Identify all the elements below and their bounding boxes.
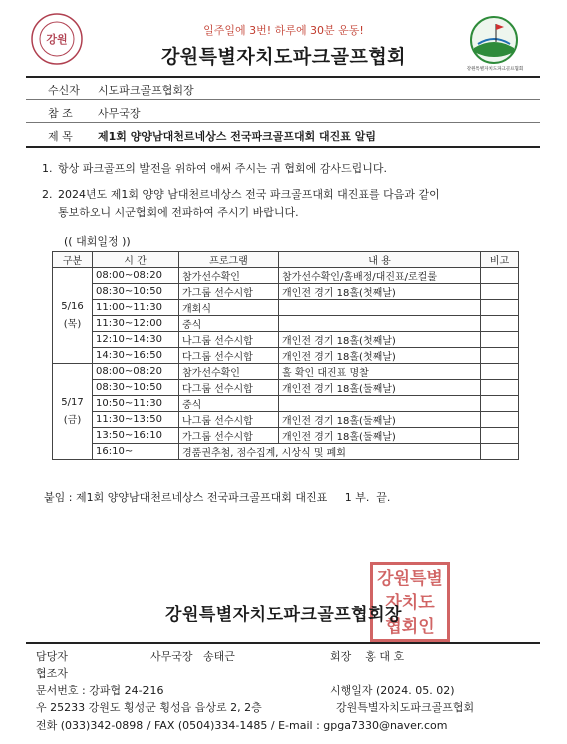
program-cell: 나그룹 선수시합	[179, 332, 279, 348]
table-row	[53, 348, 519, 364]
content-cell: 참가선수확인/홀배정/대진표/로컬룰	[279, 268, 481, 284]
time-cell: 11:30~12:00	[93, 316, 179, 332]
cooperator-label: 협조자	[36, 667, 68, 680]
program-cell: 나그룹 선수시합	[179, 412, 279, 428]
schedule-table	[52, 251, 519, 460]
table-row	[53, 396, 519, 412]
row-divider	[26, 99, 540, 100]
document-number: 문서번호 : 강파협 24-216	[36, 684, 164, 697]
paragraph-number: 1.	[42, 162, 53, 175]
day-cell	[53, 268, 93, 364]
note-cell	[481, 364, 519, 380]
day-date: 5/16	[61, 300, 84, 312]
recipient-value: 시도파크골프협회장	[98, 84, 194, 97]
address-org: 강원특별자치도파크골프협회	[336, 701, 475, 714]
schedule-caption: (( 대회일정 ))	[64, 235, 131, 248]
paragraph-number: 2.	[42, 188, 53, 201]
postal-address: 우 25233 강원도 횡성군 횡성읍 읍상로 2, 2층	[36, 701, 262, 714]
row-divider	[26, 122, 540, 123]
time-cell: 10:50~11:30	[93, 396, 179, 412]
subject-value: 제1회 양양남대천르네상스 전국파크골프대회 대진표 알림	[98, 130, 376, 143]
org-title: 강원특별자치도파크골프협회	[160, 46, 407, 68]
content-cell: 개인전 경기 18홀(첫째날)	[279, 332, 481, 348]
content-cell: 개인전 경기 18홀(둘째날)	[279, 380, 481, 396]
subject-label: 제 목	[48, 130, 73, 143]
content-cell: 개인전 경기 18홀(첫째날)	[279, 348, 481, 364]
content-cell	[279, 396, 481, 412]
header-note: 비고	[481, 252, 519, 268]
header-category: 구분	[53, 252, 93, 268]
day-cell	[53, 364, 93, 460]
note-cell	[481, 412, 519, 428]
time-cell: 13:50~16:10	[93, 428, 179, 444]
program-cell: 가그룹 선수시합	[179, 428, 279, 444]
program-cell: 개회식	[179, 300, 279, 316]
program-cell: 경품권추첨, 점수집계, 시상식 및 폐회	[179, 444, 481, 460]
program-cell: 중식	[179, 396, 279, 412]
note-cell	[481, 332, 519, 348]
content-cell: 홀 확인 대진표 명찰	[279, 364, 481, 380]
content-cell	[279, 300, 481, 316]
stamp-line: 자치도	[385, 593, 435, 613]
note-cell	[481, 268, 519, 284]
time-cell: 12:10~14:30	[93, 332, 179, 348]
table-row	[53, 300, 519, 316]
time-cell: 16:10~	[93, 444, 179, 460]
secretary-signoff: 사무국장 송태근	[150, 650, 235, 663]
note-cell	[481, 396, 519, 412]
reference-label: 참 조	[48, 107, 73, 120]
reference-value: 사무국장	[98, 107, 141, 120]
time-cell: 08:00~08:20	[93, 268, 179, 284]
content-cell: 개인전 경기 18홀(둘째날)	[279, 428, 481, 444]
program-cell: 다그룹 선수시합	[179, 380, 279, 396]
note-cell	[481, 316, 519, 332]
recipient-label: 수신자	[48, 84, 80, 97]
content-cell: 개인전 경기 18홀(첫째날)	[279, 284, 481, 300]
day-date: 5/17	[61, 396, 84, 408]
issue-date: 시행일자 (2024. 05. 02)	[330, 684, 455, 697]
note-cell	[481, 380, 519, 396]
table-row	[53, 380, 519, 396]
table-row	[53, 364, 519, 380]
time-cell: 08:00~08:20	[93, 364, 179, 380]
table-row	[53, 284, 519, 300]
drafter-label: 담당자	[36, 650, 68, 663]
note-cell	[481, 428, 519, 444]
content-cell	[279, 316, 481, 332]
day-weekday: (금)	[63, 414, 82, 426]
signature-org-name: 강원특별자치도파크골프협회장	[165, 605, 402, 625]
footer-divider	[26, 642, 540, 644]
time-cell: 08:30~10:50	[93, 380, 179, 396]
contact-info: 전화 (033)342-0898 / FAX (0504)334-1485 / E-mail : gpga7330@naver.com	[36, 719, 448, 732]
day-weekday: (목)	[63, 318, 82, 330]
time-cell: 11:30~13:50	[93, 412, 179, 428]
right-association-logo	[468, 14, 520, 72]
paragraph-text: 항상 파크골프의 발전을 위하여 애써 주시는 귀 협회에 감사드립니다.	[58, 162, 387, 175]
table-row	[53, 444, 519, 460]
paragraph-text: 통보하오니 시군협회에 전파하여 주시기 바랍니다.	[58, 206, 299, 219]
content-cell: 개인전 경기 18홀(둘째날)	[279, 412, 481, 428]
stamp-line: 강원특별	[377, 569, 443, 589]
attachment-note: 붙임 : 제1회 양양남대천르네상스 전국파크골프대회 대진표 1 부. 끝.	[44, 491, 391, 504]
table-row	[53, 332, 519, 348]
slogan: 일주일에 3번! 하루에 30분 운동!	[203, 24, 364, 37]
table-row	[53, 316, 519, 332]
time-cell: 08:30~10:50	[93, 284, 179, 300]
note-cell	[481, 444, 519, 460]
program-cell: 다그룹 선수시합	[179, 348, 279, 364]
president-signoff: 회장 홍 대 호	[330, 650, 405, 663]
paragraph-1	[42, 160, 522, 178]
note-cell	[481, 300, 519, 316]
program-cell: 가그룹 선수시합	[179, 284, 279, 300]
subject-divider	[26, 146, 540, 148]
table-header-row	[53, 252, 519, 268]
program-cell: 참가선수확인	[179, 364, 279, 380]
time-cell: 11:00~11:30	[93, 300, 179, 316]
right-logo-caption: 강원특별자치도파크골프협회	[466, 67, 524, 72]
left-emblem-logo	[30, 12, 84, 66]
header-divider	[26, 76, 540, 78]
program-cell: 참가선수확인	[179, 268, 279, 284]
note-cell	[481, 348, 519, 364]
paragraph-text: 2024년도 제1회 양양 남대천르네상스 전국 파크골프대회 대진표를 다음과 같이	[58, 188, 440, 201]
header-program: 프로그램	[179, 252, 279, 268]
stamp-line: 협회인	[385, 617, 435, 637]
header-time: 시 간	[93, 252, 179, 268]
paragraph-2	[42, 186, 522, 222]
table-row	[53, 412, 519, 428]
time-cell: 14:30~16:50	[93, 348, 179, 364]
note-cell	[481, 284, 519, 300]
header-content: 내 용	[279, 252, 481, 268]
program-cell: 중식	[179, 316, 279, 332]
left-logo-text: 강원	[46, 33, 68, 46]
table-row	[53, 268, 519, 284]
table-row	[53, 428, 519, 444]
